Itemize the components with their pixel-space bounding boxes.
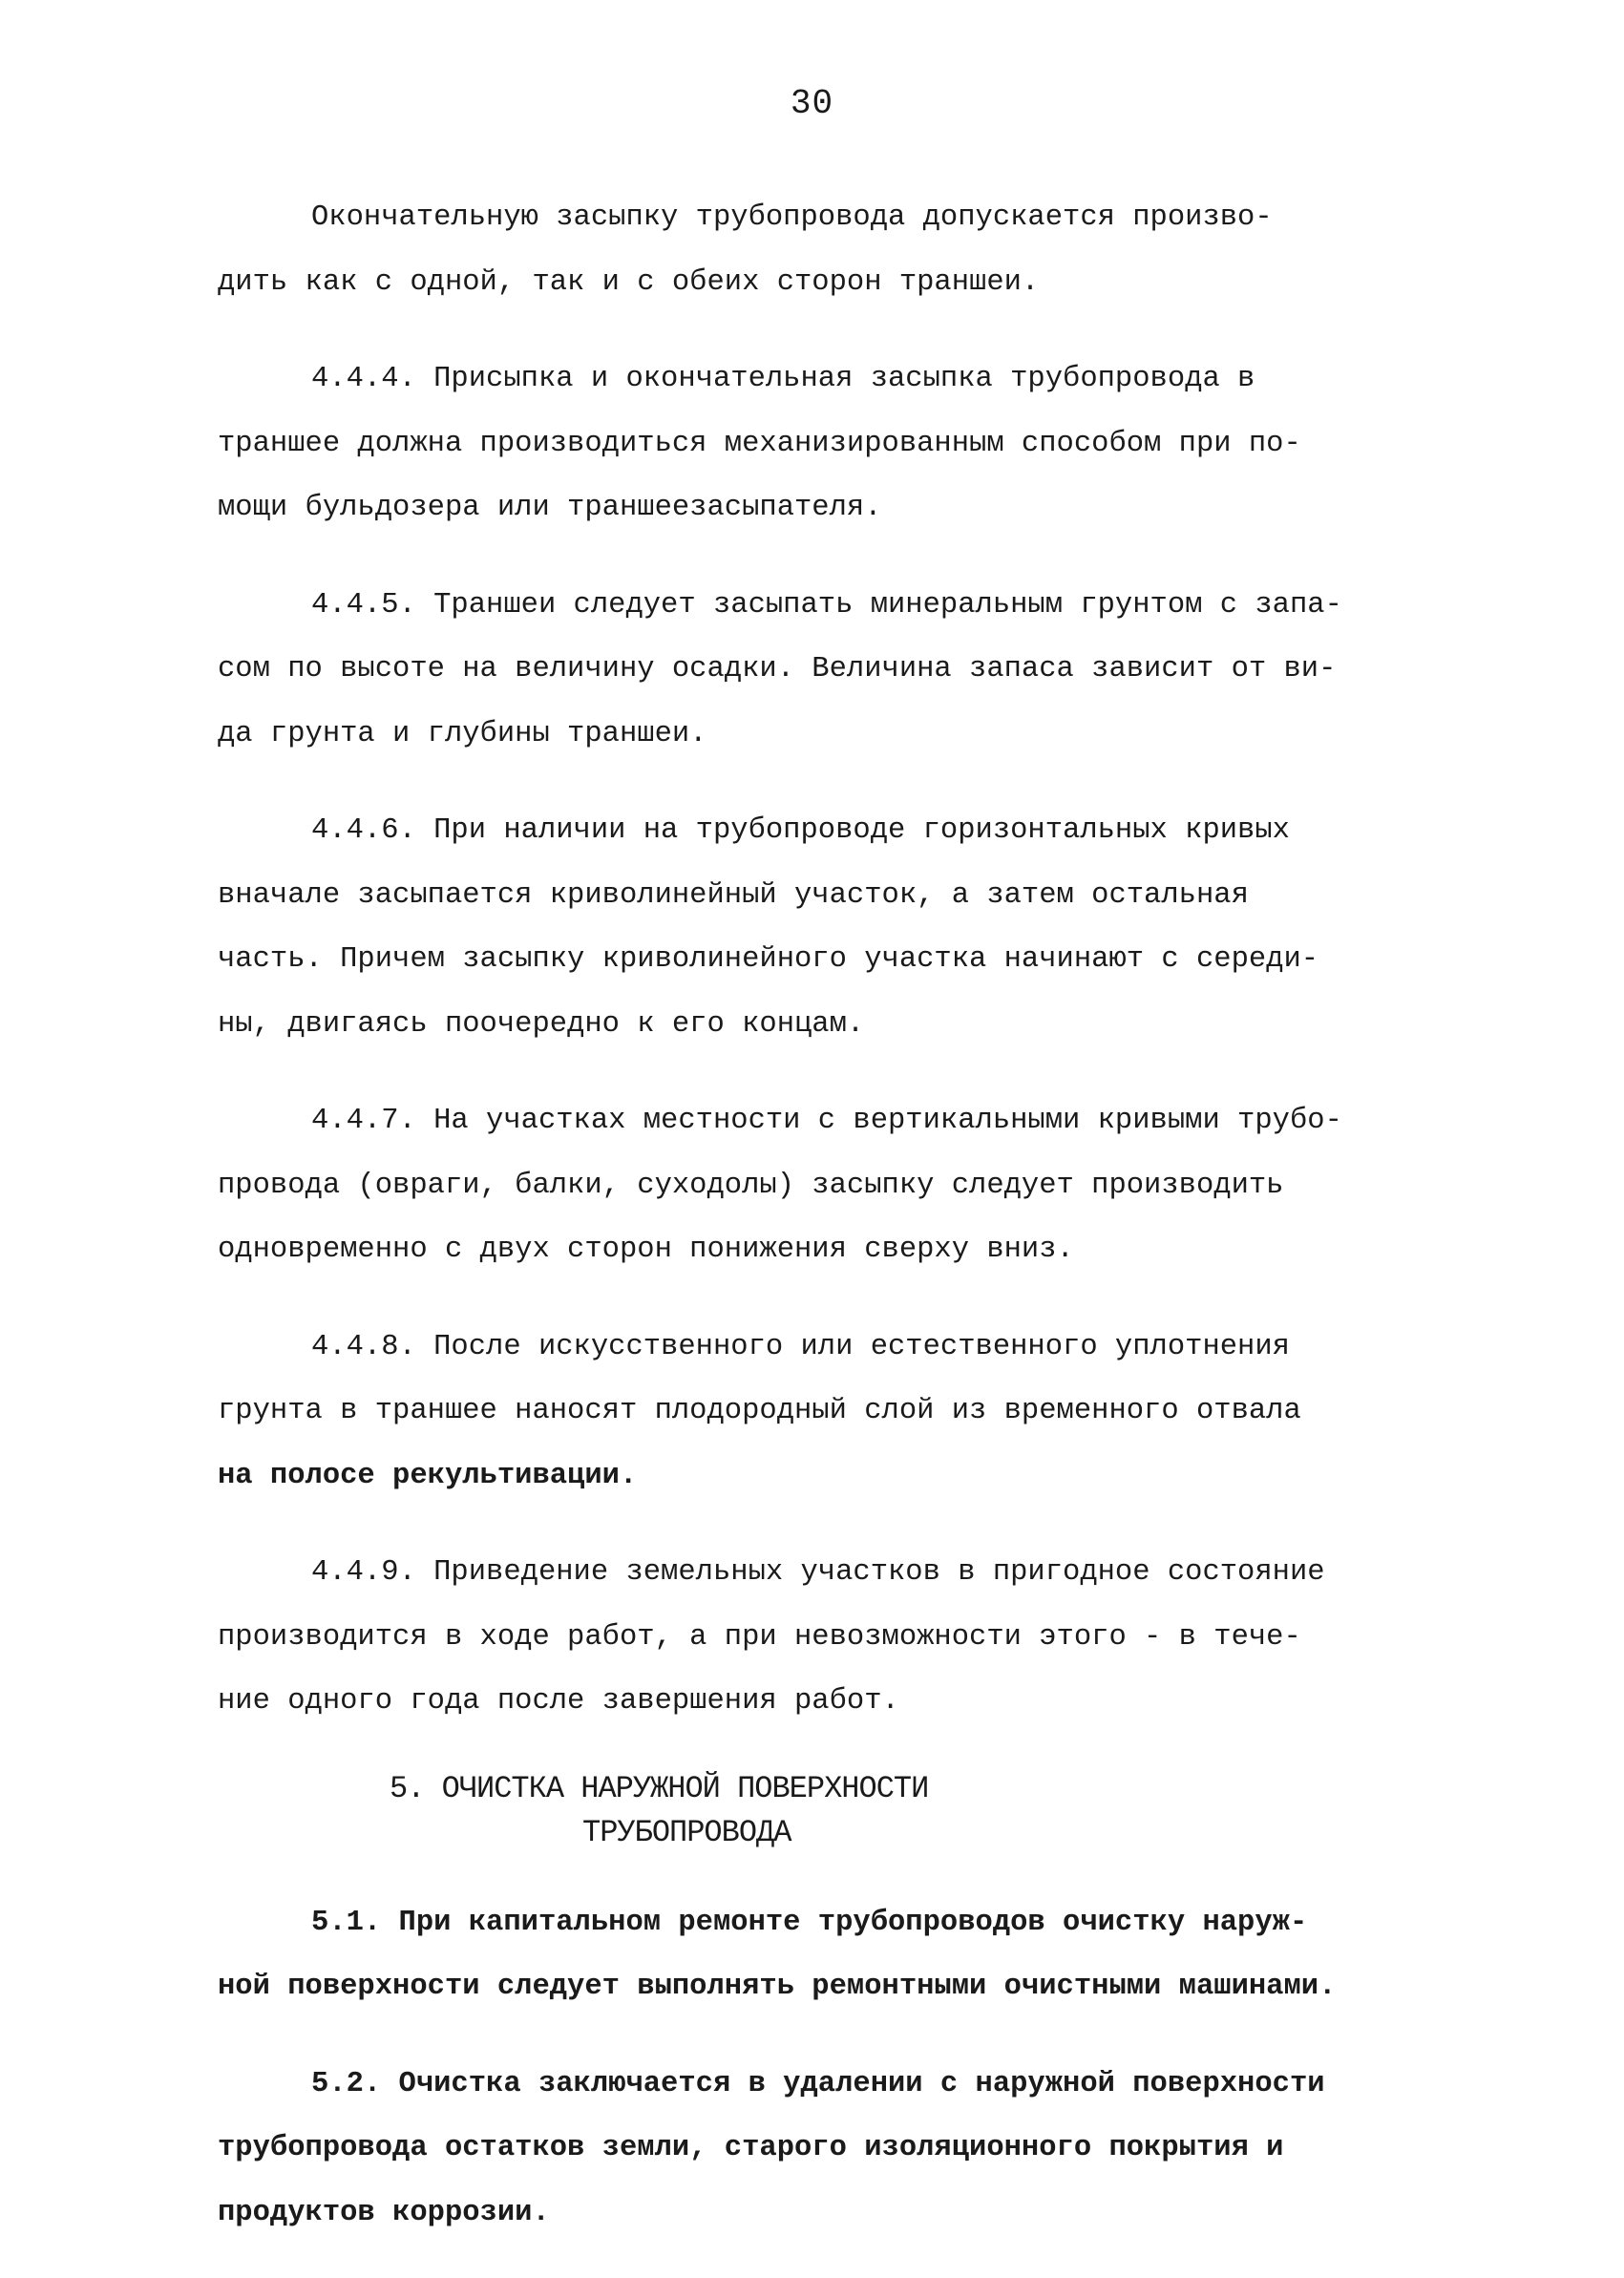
text-line: 4.4.4. Присыпка и окончательная засыпка трубопровода в <box>311 363 1255 395</box>
text-line: ной поверхности следует выполнять ремонтными очистными машинами. <box>218 1971 1337 2003</box>
section-heading-line: ТРУБОПРОВОДА <box>582 1814 791 1850</box>
paragraph-5-1 <box>218 1891 1449 2020</box>
text-line: грунта в траншее наносят плодородный слой из временного отвала <box>218 1395 1301 1427</box>
text-line: одновременно с двух сторон понижения сверху вниз. <box>218 1234 1074 1266</box>
paragraph-4-4-7 <box>218 1089 1449 1283</box>
text-line: производится в ходе работ, а при невозможности этого - в тече- <box>218 1620 1301 1654</box>
paragraph-4-4-4 <box>218 348 1449 541</box>
document-body <box>218 186 1449 2278</box>
text-line: продуктов коррозии. <box>218 2196 550 2229</box>
text-line: на полосе рекультивации. <box>218 1459 638 1492</box>
paragraph-4-4-9 <box>218 1541 1449 1735</box>
section-heading-line: 5. ОЧИСТКА НАРУЖНОЙ ПОВЕРХНОСТИ <box>390 1770 929 1806</box>
paragraph-final-backfill <box>218 186 1449 315</box>
text-line: 4.4.9. Приведение земельных участков в пригодное состояние <box>311 1556 1325 1589</box>
text-line: траншее должна производиться механизированным способом при по- <box>218 427 1301 460</box>
text-line: да грунта и глубины траншеи. <box>218 717 707 750</box>
text-line: трубопровода остатков земли, старого изоляционного покрытия и <box>218 2132 1284 2164</box>
text-line: 4.4.6. При наличии на трубопроводе горизонтальных кривых <box>311 814 1290 847</box>
text-line: 4.4.7. На участках местности с вертикальными кривыми трубо- <box>311 1105 1342 1137</box>
text-line: часть. Причем засыпку криволинейного участка начинают с середи- <box>218 943 1319 976</box>
text-line: Окончательную засыпку трубопровода допускается произво- <box>311 201 1273 234</box>
text-line: 5.2. Очистка заключается в удалении с наружной поверхности <box>311 2067 1325 2100</box>
text-line: сом по высоте на величину осадки. Величина запаса зависит от ви- <box>218 653 1337 686</box>
paragraph-4-4-6 <box>218 799 1449 1057</box>
text-line: 4.4.8. После искусственного или естественного уплотнения <box>311 1330 1290 1363</box>
text-line: провода (овраги, балки, суходолы) засыпку следует производить <box>218 1169 1284 1202</box>
text-line: вначале засыпается криволинейный участок, а затем остальная <box>218 878 1249 912</box>
text-line: 5.1. При капитальном ремонте трубопроводов очистку наруж- <box>311 1906 1308 1939</box>
text-line: дить как с одной, так и с обеих сторон траншеи. <box>218 265 1040 299</box>
section-heading <box>218 1767 1449 1855</box>
text-line: ние одного года после завершения работ. <box>218 1685 899 1718</box>
paragraph-5-2 <box>218 2053 1449 2246</box>
paragraph-4-4-5 <box>218 574 1449 768</box>
text-line: мощи бульдозера или траншеезасыпателя. <box>218 492 882 524</box>
page-number: 30 <box>790 84 834 123</box>
text-line: 4.4.5. Траншеи следует засыпать минеральным грунтом с запа- <box>311 588 1342 622</box>
text-line: ны, двигаясь поочередно к его концам. <box>218 1007 865 1041</box>
paragraph-4-4-8 <box>218 1316 1449 1509</box>
